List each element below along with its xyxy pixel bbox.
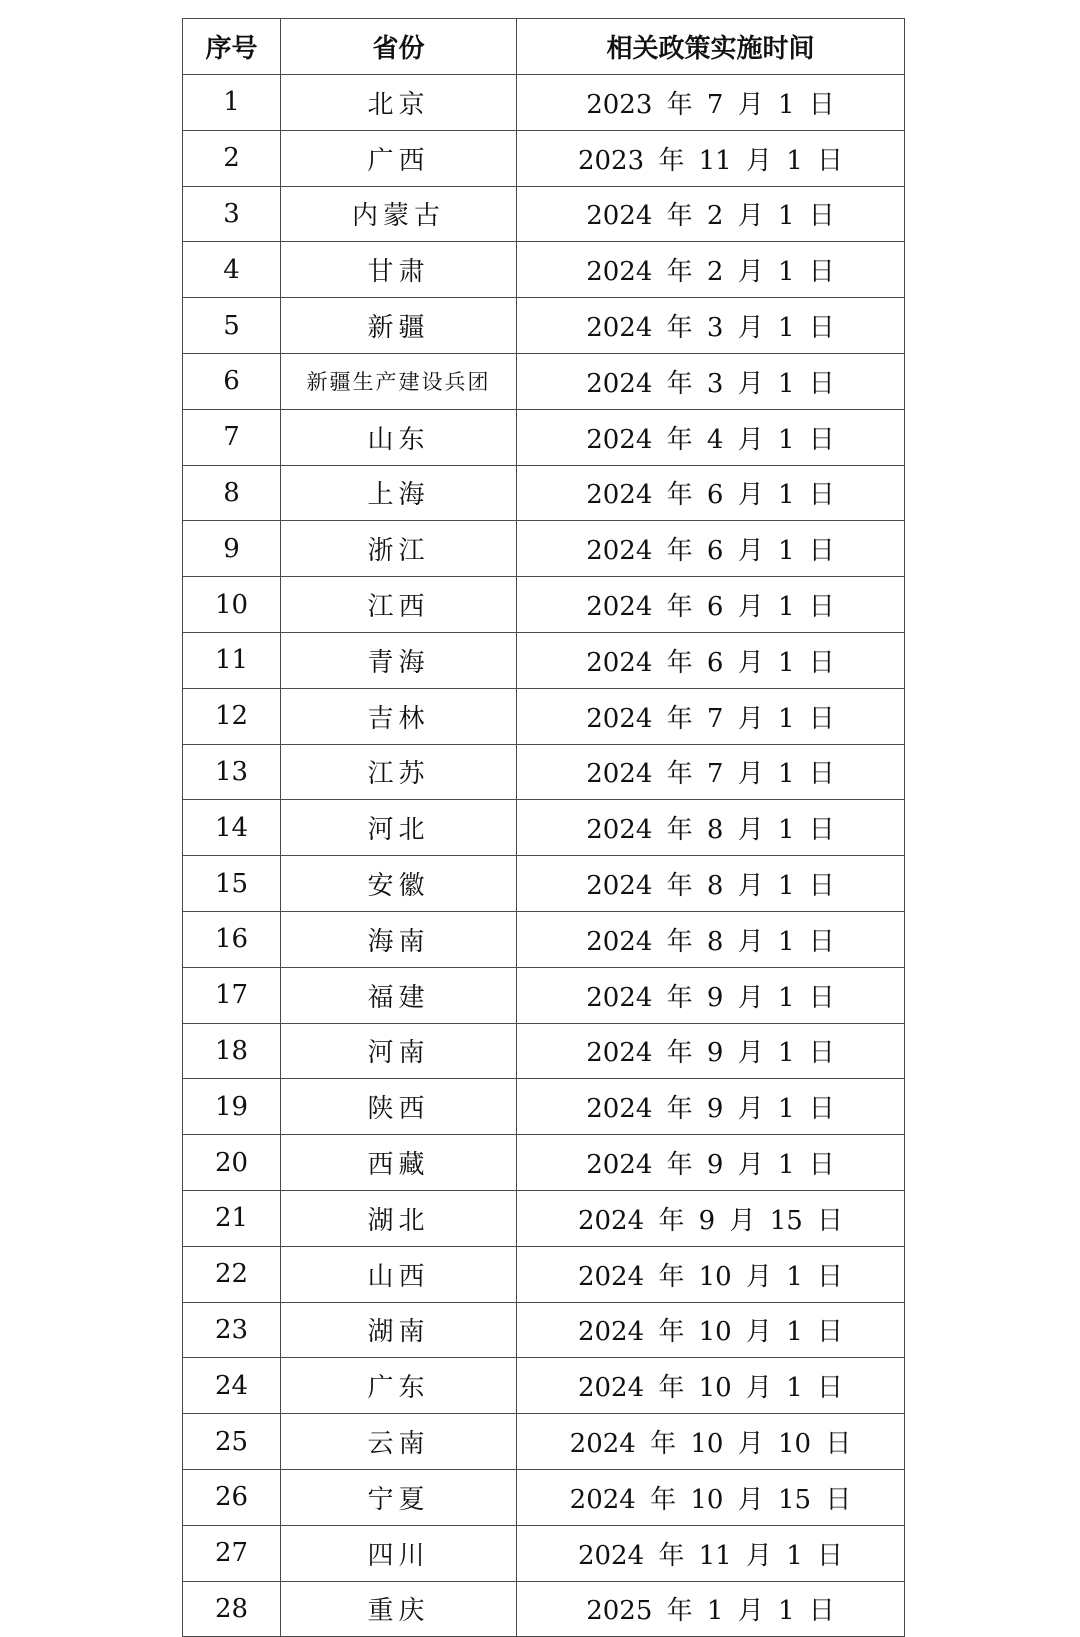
province-cell: 甘肃 [281, 242, 517, 298]
row-index-cell: 2 [183, 130, 281, 186]
policy-date-cell: 2024 年 7 月 1 日 [517, 744, 905, 800]
table-body [183, 75, 905, 1637]
table-row [183, 298, 905, 354]
row-index-cell: 23 [183, 1302, 281, 1358]
row-index-cell: 26 [183, 1469, 281, 1525]
header-row [183, 19, 905, 75]
table-row [183, 1023, 905, 1079]
province-cell: 新疆 [281, 298, 517, 354]
policy-date-cell: 2023 年 11 月 1 日 [517, 130, 905, 186]
policy-date-cell: 2023 年 7 月 1 日 [517, 75, 905, 131]
table-row [183, 1525, 905, 1581]
table-row [183, 521, 905, 577]
table-row [183, 1246, 905, 1302]
policy-date-cell: 2024 年 10 月 1 日 [517, 1358, 905, 1414]
row-index-cell: 11 [183, 632, 281, 688]
row-index-cell: 1 [183, 75, 281, 131]
policy-date-cell: 2024 年 6 月 1 日 [517, 632, 905, 688]
policy-date-cell: 2024 年 2 月 1 日 [517, 186, 905, 242]
table-row [183, 1581, 905, 1637]
table-row [183, 1135, 905, 1191]
province-cell: 四川 [281, 1525, 517, 1581]
policy-date-cell: 2024 年 8 月 1 日 [517, 856, 905, 912]
row-index-cell: 7 [183, 409, 281, 465]
row-index-cell: 15 [183, 856, 281, 912]
policy-date-cell: 2024 年 7 月 1 日 [517, 688, 905, 744]
policy-date-cell: 2024 年 9 月 1 日 [517, 1079, 905, 1135]
table-row [183, 688, 905, 744]
policy-date-cell: 2024 年 9 月 1 日 [517, 967, 905, 1023]
table-row [183, 577, 905, 633]
province-cell: 陕西 [281, 1079, 517, 1135]
row-index-cell: 25 [183, 1414, 281, 1470]
policy-date-cell: 2024 年 3 月 1 日 [517, 298, 905, 354]
policy-date-cell: 2024 年 8 月 1 日 [517, 911, 905, 967]
row-index-cell: 5 [183, 298, 281, 354]
header-date: 相关政策实施时间 [517, 19, 905, 75]
policy-date-cell: 2024 年 6 月 1 日 [517, 465, 905, 521]
province-cell: 湖南 [281, 1302, 517, 1358]
row-index-cell: 14 [183, 800, 281, 856]
policy-date-cell: 2024 年 6 月 1 日 [517, 577, 905, 633]
row-index-cell: 21 [183, 1190, 281, 1246]
province-cell: 江西 [281, 577, 517, 633]
table-row [183, 967, 905, 1023]
table-row [183, 1302, 905, 1358]
province-cell: 江苏 [281, 744, 517, 800]
header-province: 省份 [281, 19, 517, 75]
province-cell: 宁夏 [281, 1469, 517, 1525]
province-cell: 广西 [281, 130, 517, 186]
table-row [183, 409, 905, 465]
province-cell: 广东 [281, 1358, 517, 1414]
province-cell: 湖北 [281, 1190, 517, 1246]
policy-date-cell: 2024 年 9 月 1 日 [517, 1135, 905, 1191]
row-index-cell: 20 [183, 1135, 281, 1191]
province-cell: 河南 [281, 1023, 517, 1079]
policy-date-cell: 2024 年 10 月 15 日 [517, 1469, 905, 1525]
row-index-cell: 6 [183, 353, 281, 409]
header-index: 序号 [183, 19, 281, 75]
province-cell: 北京 [281, 75, 517, 131]
policy-date-cell: 2024 年 10 月 1 日 [517, 1246, 905, 1302]
province-cell: 云南 [281, 1414, 517, 1470]
policy-date-cell: 2024 年 3 月 1 日 [517, 353, 905, 409]
table-row [183, 465, 905, 521]
table-row [183, 632, 905, 688]
row-index-cell: 3 [183, 186, 281, 242]
row-index-cell: 28 [183, 1581, 281, 1637]
table-row [183, 744, 905, 800]
table-row [183, 1079, 905, 1135]
province-cell: 上海 [281, 465, 517, 521]
province-cell: 新疆生产建设兵团 [281, 353, 517, 409]
province-cell: 浙江 [281, 521, 517, 577]
policy-date-cell: 2024 年 9 月 1 日 [517, 1023, 905, 1079]
province-cell: 重庆 [281, 1581, 517, 1637]
table-row [183, 1469, 905, 1525]
table-header [183, 19, 905, 75]
province-cell: 西藏 [281, 1135, 517, 1191]
policy-date-cell: 2024 年 11 月 1 日 [517, 1525, 905, 1581]
policy-date-cell: 2025 年 1 月 1 日 [517, 1581, 905, 1637]
province-cell: 山西 [281, 1246, 517, 1302]
province-cell: 安徽 [281, 856, 517, 912]
province-cell: 福建 [281, 967, 517, 1023]
table-row [183, 1414, 905, 1470]
policy-table [182, 18, 905, 1637]
province-cell: 青海 [281, 632, 517, 688]
policy-date-cell: 2024 年 8 月 1 日 [517, 800, 905, 856]
table-row [183, 75, 905, 131]
policy-date-cell: 2024 年 9 月 15 日 [517, 1190, 905, 1246]
row-index-cell: 10 [183, 577, 281, 633]
table-row [183, 800, 905, 856]
table-row [183, 353, 905, 409]
province-cell: 吉林 [281, 688, 517, 744]
table-row [183, 1190, 905, 1246]
table-row [183, 130, 905, 186]
row-index-cell: 17 [183, 967, 281, 1023]
province-cell: 山东 [281, 409, 517, 465]
row-index-cell: 9 [183, 521, 281, 577]
table-row [183, 186, 905, 242]
province-cell: 海南 [281, 911, 517, 967]
table-row [183, 242, 905, 298]
row-index-cell: 19 [183, 1079, 281, 1135]
table-row [183, 911, 905, 967]
table-row [183, 856, 905, 912]
policy-date-cell: 2024 年 4 月 1 日 [517, 409, 905, 465]
row-index-cell: 8 [183, 465, 281, 521]
row-index-cell: 4 [183, 242, 281, 298]
table-row [183, 1358, 905, 1414]
row-index-cell: 12 [183, 688, 281, 744]
policy-date-cell: 2024 年 10 月 10 日 [517, 1414, 905, 1470]
row-index-cell: 22 [183, 1246, 281, 1302]
policy-date-cell: 2024 年 6 月 1 日 [517, 521, 905, 577]
row-index-cell: 18 [183, 1023, 281, 1079]
row-index-cell: 24 [183, 1358, 281, 1414]
policy-date-cell: 2024 年 10 月 1 日 [517, 1302, 905, 1358]
row-index-cell: 16 [183, 911, 281, 967]
row-index-cell: 13 [183, 744, 281, 800]
row-index-cell: 27 [183, 1525, 281, 1581]
province-cell: 内蒙古 [281, 186, 517, 242]
province-cell: 河北 [281, 800, 517, 856]
policy-date-cell: 2024 年 2 月 1 日 [517, 242, 905, 298]
